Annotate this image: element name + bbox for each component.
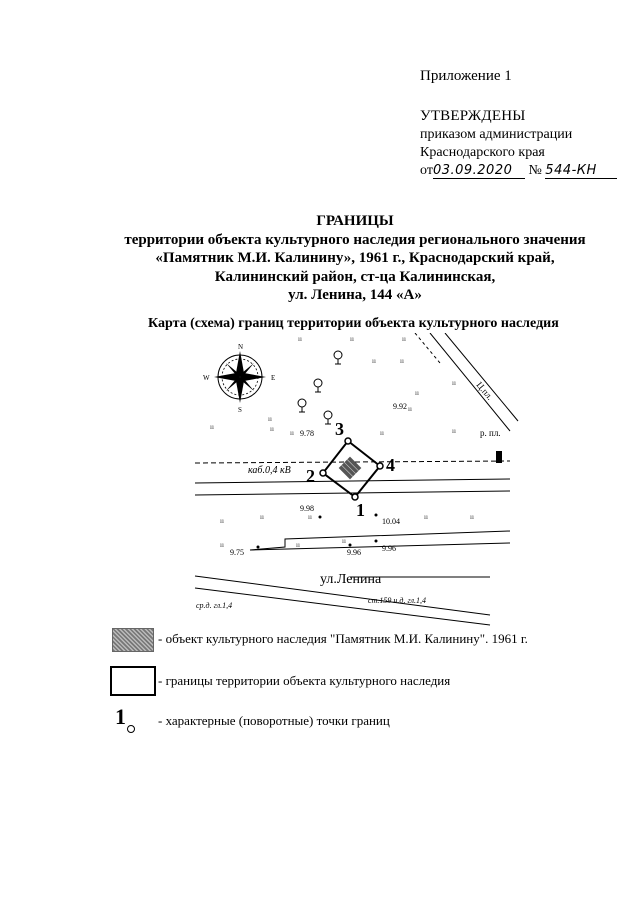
region-line: Краснодарского края <box>420 145 545 160</box>
title-line-3: «Памятник М.И. Калинину», 1961 г., Краснодарский край, <box>155 250 555 266</box>
rp-label: р. пл. <box>480 428 501 438</box>
svg-text:ıı: ıı <box>268 415 272 423</box>
title-line-5: ул. Ленина, 144 «А» <box>288 287 422 303</box>
elev-9-75: 9.75 <box>230 548 244 557</box>
svg-text:ıı: ıı <box>220 541 224 549</box>
tree-icon <box>314 379 322 392</box>
svg-text:ıı: ıı <box>220 517 224 525</box>
elev-9-78: 9.78 <box>300 429 314 438</box>
svg-text:ıı: ıı <box>452 427 456 435</box>
svg-text:ıı: ıı <box>210 423 214 431</box>
street-label: ул.Ленина <box>320 572 382 587</box>
approved-label: УТВЕРЖДЕНЫ <box>420 108 526 124</box>
svg-text:ıı: ıı <box>372 357 376 365</box>
map-title: Карта (схема) границ территории объекта культурного наследия <box>148 316 559 331</box>
point-1-label: 1 <box>356 500 365 520</box>
tree-icon <box>334 351 342 364</box>
title-line-2: территории объекта культурного наследия регионального значения <box>124 231 586 248</box>
svg-text:ıı: ıı <box>380 429 384 437</box>
number-prefix: № <box>528 163 542 178</box>
pole-icon <box>496 451 502 463</box>
svg-text:ıı: ıı <box>452 379 456 387</box>
svg-text:ıı: ıı <box>290 429 294 437</box>
monument-object <box>339 457 362 480</box>
date-prefix: от <box>420 163 433 178</box>
svg-text:ıı: ıı <box>415 389 419 397</box>
boundary-map <box>190 333 520 633</box>
compass-w: W <box>203 374 210 382</box>
tsip-label: Ц.пл. <box>474 379 496 402</box>
order-line: приказом администрации <box>420 127 573 142</box>
svg-text:ıı: ıı <box>260 513 264 521</box>
svg-text:ıı: ıı <box>308 513 312 521</box>
handwritten-date: 03.09.2020 <box>433 163 525 179</box>
svg-text:ıı: ıı <box>270 425 274 433</box>
elev-9-98: 9.98 <box>300 504 314 513</box>
point-4-label: 4 <box>386 455 395 475</box>
elevation-marks <box>230 402 407 557</box>
legend-points-text: - характерные (поворотные) точки границ <box>158 713 390 728</box>
elev-9-96-a: 9.96 <box>347 548 361 557</box>
title-line-1: ГРАНИЦЫ <box>316 213 394 229</box>
elev-9-92: 9.92 <box>393 402 407 411</box>
svg-text:ıı: ıı <box>408 405 412 413</box>
compass-e: E <box>271 374 276 382</box>
document-title <box>60 212 639 305</box>
legend-boundary-text: - границы территории объекта культурного наследия <box>158 673 451 688</box>
title-line-4: Калининский район, ст-ца Калининская, <box>214 268 496 285</box>
svg-text:ıı: ıı <box>424 513 428 521</box>
legend-boundary-swatch <box>110 666 156 696</box>
point-2-label: 2 <box>306 466 315 486</box>
elev-9-96-b: 9.96 <box>382 544 396 553</box>
svg-text:ıı: ıı <box>402 335 406 343</box>
svg-text:ıı: ıı <box>400 357 404 365</box>
compass-rose-icon <box>203 343 275 414</box>
cable-label: каб.0,4 кВ <box>248 465 291 476</box>
svg-text:ıı: ıı <box>470 513 474 521</box>
compass-s: S <box>238 406 242 414</box>
tree-icon <box>298 399 306 412</box>
legend-object-text: - объект культурного наследия "Памятник М.И. Калинину". 1961 г. <box>158 631 528 646</box>
svg-text:ıı: ıı <box>342 537 346 545</box>
handwritten-number: 544-КН <box>545 163 617 179</box>
legend-point-number: 1 <box>115 704 126 729</box>
date-number-line <box>420 163 617 179</box>
legend-object-swatch <box>112 628 154 652</box>
svg-text:ıı: ıı <box>350 335 354 343</box>
point-3-label: 3 <box>335 419 344 439</box>
sr-label: ср.д. гл.1,4 <box>196 601 233 610</box>
legend-point-icon <box>127 725 135 733</box>
svg-text:ıı: ıı <box>298 335 302 343</box>
svg-text:ıı: ıı <box>296 541 300 549</box>
st-label: ст.159 н.д. гл.1,4 <box>368 596 426 605</box>
appendix-label: Приложение 1 <box>420 68 512 84</box>
compass-n: N <box>238 343 244 351</box>
elev-10-04: 10.04 <box>382 517 400 526</box>
tree-icon <box>324 411 332 424</box>
